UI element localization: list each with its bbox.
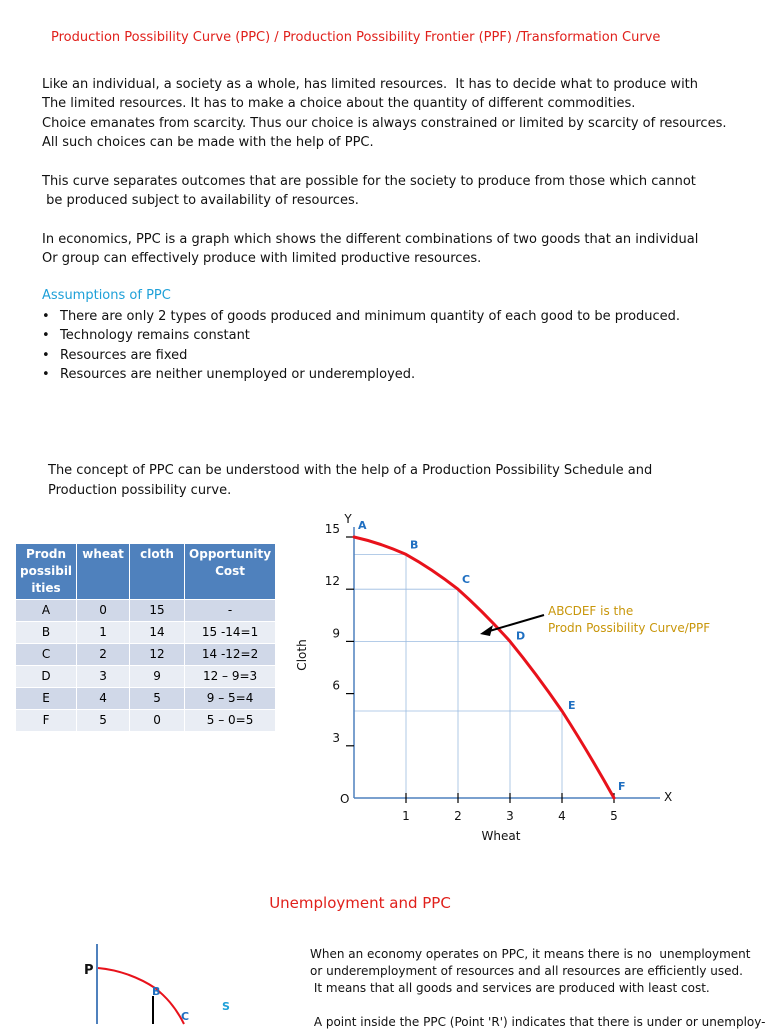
table-cell: 5 – 0=5 [185, 710, 276, 732]
table-cell: 9 [130, 666, 185, 688]
ppf-annotation [480, 604, 710, 636]
point-label: C [181, 1010, 190, 1023]
table-row [16, 666, 276, 688]
table-cell: 4 [77, 688, 130, 710]
assumption-item: • Technology remains constant [42, 326, 680, 345]
table-header: wheat [77, 544, 130, 600]
point-label-a: A [358, 519, 367, 532]
table-cell: 0 [77, 600, 130, 622]
x-tick-label: 1 [402, 809, 410, 823]
table-cell: 9 – 5=4 [185, 688, 276, 710]
y-tick-label: 3 [332, 730, 340, 745]
point-label: B [152, 985, 161, 998]
x-tick-label: 4 [558, 809, 566, 823]
table-cell: C [16, 644, 77, 666]
table-cell: 15 -14=1 [185, 622, 276, 644]
table-header: Opportunity Cost [185, 544, 276, 600]
table-cell: 1 [77, 622, 130, 644]
x-tick-label: 3 [506, 809, 514, 823]
table-cell: 12 – 9=3 [185, 666, 276, 688]
x-tick-label: 5 [610, 809, 618, 823]
y-tick-label: 12 [324, 574, 340, 589]
y-axis-label: P [84, 963, 94, 978]
chart-curve [354, 537, 614, 798]
assumptions-list [42, 307, 680, 385]
unemployment-chart [80, 940, 280, 1024]
unemployment-heading: Unemployment and PPC [269, 894, 451, 912]
point-label-f: F [618, 780, 626, 793]
table-cell: D [16, 666, 77, 688]
chart-grid [354, 537, 614, 798]
point-label-e: E [568, 699, 576, 712]
intro-paragraph: Like an individual, a society as a whole, has limited resources. It has to decide what to produce with The limited resources. It has to make a choice about the quantity of different commodities. Choice emanates from scarcity. Thus our choice is always constrained or limited by scarcity of resources. All such choices can be made with the help of PPC. [42, 77, 727, 151]
ppc-chart [290, 505, 711, 850]
concept-paragraph: The concept of PPC can be understood with the help of a Production Possibility Schedule and Production possibility curve. [48, 463, 653, 498]
unemployment-paragraph: When an economy operates on PPC, it means there is no unemployment or underemployment of resources and all resources are efficiently used. It means that all goods and services are produced with least cost. A point inside the PPC (Point 'R') indicates that there is under or unemploy- [310, 947, 766, 1029]
table-header: cloth [130, 544, 185, 600]
table-cell: B [16, 622, 77, 644]
point-label-c: C [462, 573, 471, 587]
y-tick-label: 15 [324, 522, 340, 536]
table-row [16, 688, 276, 710]
table-cell: 14 -12=2 [185, 644, 276, 666]
table-cell: 5 [77, 710, 130, 732]
production-schedule-table [15, 543, 276, 732]
separation-paragraph: This curve separates outcomes that are possible for the society to produce from those which cannot be produced subject to availability of resources. [42, 174, 696, 209]
y-axis-label: Cloth [295, 639, 309, 671]
point-label-d: D [516, 629, 526, 643]
x-tick-label: 2 [454, 809, 462, 823]
table-cell: 15 [130, 600, 185, 622]
y-axis-letter: Y [344, 512, 352, 526]
y-tick-label: 6 [332, 678, 340, 693]
assumption-item: • Resources are fixed [42, 346, 680, 365]
table-cell: 0 [130, 710, 185, 732]
table-cell: 2 [77, 644, 130, 666]
page-title: Production Possibility Curve (PPC) / Production Possibility Frontier (PPF) /Transformation Curve [51, 30, 661, 45]
definition-paragraph: In economics, PPC is a graph which shows the different combinations of two goods that an individual Or group can effectively produce with limited productive resources. [42, 232, 699, 267]
ppc-curve [98, 968, 184, 1024]
table-cell: E [16, 688, 77, 710]
table-cell: 12 [130, 644, 185, 666]
chart-point-labels [358, 519, 626, 793]
assumptions-heading: Assumptions of PPC [42, 288, 171, 303]
table-header: Prodn possibil ities [16, 544, 77, 600]
chart-axes [354, 527, 660, 798]
table-row [16, 644, 276, 666]
point-label-b: B [410, 538, 419, 552]
y-tick-label: 9 [332, 626, 340, 641]
x-axis-label: Wheat [481, 829, 521, 843]
assumption-item: • Resources are neither unemployed or underemployed. [42, 365, 680, 384]
table-row [16, 600, 276, 622]
chart-ticks [325, 522, 618, 823]
table-cell: F [16, 710, 77, 732]
table-cell: 5 [130, 688, 185, 710]
ppc-curve-line [354, 537, 614, 798]
table-cell: 3 [77, 666, 130, 688]
annotation-line: ABCDEF is the [548, 604, 634, 618]
annotation-line: Prodn Possibility Curve/PPF [548, 621, 711, 635]
table-cell: - [185, 600, 276, 622]
point-label: S [222, 1000, 230, 1013]
table-cell: A [16, 600, 77, 622]
table-cell: 14 [130, 622, 185, 644]
origin-label: O [340, 792, 350, 806]
x-axis-letter: X [664, 790, 673, 804]
annotation-arrowhead [480, 625, 493, 636]
table-row [16, 710, 276, 732]
assumption-item: • There are only 2 types of goods produced and minimum quantity of each good to be produced. [42, 307, 680, 326]
table-row [16, 622, 276, 644]
